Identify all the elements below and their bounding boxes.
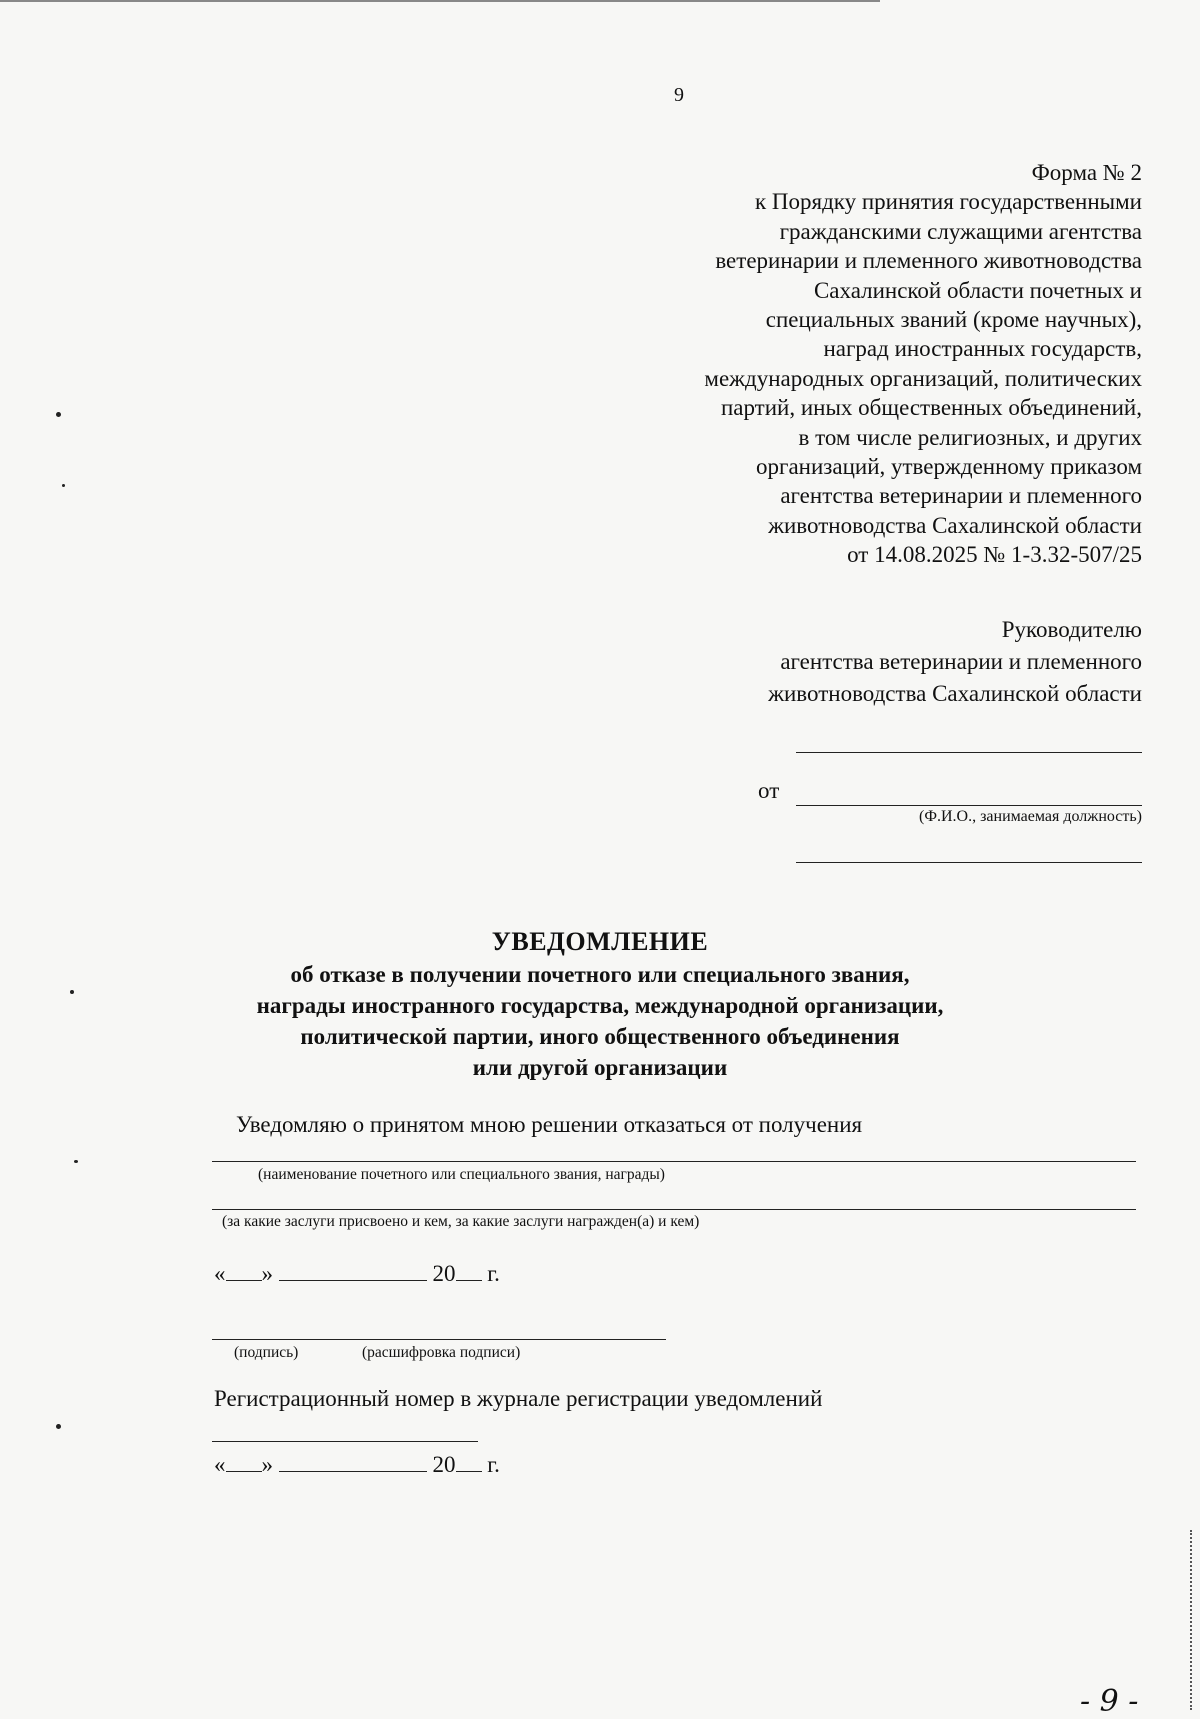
registration-month-field[interactable]	[279, 1449, 427, 1472]
form-header-line: животноводства Сахалинской области	[768, 512, 1142, 538]
award-caption: (наименование почетного или специального звания, награды)	[258, 1166, 665, 1183]
signature-line[interactable]	[212, 1339, 666, 1340]
date-close-quote: »	[261, 1261, 273, 1286]
date-year-suffix: г.	[487, 1261, 500, 1286]
registration-date-row	[214, 1449, 500, 1478]
award-name-line[interactable]	[212, 1161, 1136, 1162]
form-header-line: партий, иных общественных объединений,	[720, 395, 1142, 421]
registration-day-field[interactable]	[226, 1449, 262, 1472]
fio-caption: (Ф.И.О., занимаемая должность)	[919, 808, 1142, 825]
notice-date-row	[214, 1258, 500, 1287]
date-year-prefix: 20	[432, 1452, 456, 1477]
notice-subtitle-line: политической партии, иного общественного объединения	[300, 1024, 900, 1049]
date-open-quote: «	[214, 1452, 226, 1477]
date-year-field[interactable]	[456, 1258, 482, 1281]
form-header-line: специальных званий (кроме научных),	[765, 307, 1142, 333]
scan-speck	[70, 990, 74, 994]
date-year-suffix: г.	[487, 1452, 500, 1477]
notice-title: УВЕДОМЛЕНИЕ	[491, 927, 709, 956]
form-header-line: в том числе религиозных, и других	[798, 424, 1142, 450]
notice-title-block	[200, 926, 1000, 1083]
scan-speck	[56, 412, 61, 417]
addressee-line: Руководителю	[1001, 617, 1142, 642]
addressee-line: животноводства Сахалинской области	[768, 681, 1142, 706]
page-number: 9	[674, 84, 684, 106]
registration-text: Регистрационный номер в журнале регистрации уведомлений	[214, 1386, 823, 1411]
addressee-block	[582, 614, 1142, 710]
scan-edge-dots	[1184, 1530, 1192, 1710]
form-header-line: к Порядку принятия государственными	[754, 189, 1142, 215]
date-month-field[interactable]	[279, 1258, 427, 1281]
signature-decoding-caption: (расшифровка подписи)	[362, 1344, 521, 1361]
date-day-field[interactable]	[226, 1258, 262, 1281]
date-year-prefix: 20	[432, 1261, 456, 1286]
scan-speck	[74, 1160, 78, 1163]
form-header-line: от 14.08.2025 № 1-3.32-507/25	[847, 542, 1142, 568]
scan-speck	[62, 484, 65, 487]
form-header-line: Форма № 2	[1031, 160, 1142, 185]
registration-number-line[interactable]	[212, 1441, 478, 1442]
addressee-line: агентства ветеринарии и племенного	[780, 649, 1142, 674]
form-header-line: агентства ветеринарии и племенного	[780, 483, 1142, 509]
form-header-line: Сахалинской области почетных и	[813, 277, 1142, 303]
position-line[interactable]	[796, 862, 1142, 863]
scan-edge	[0, 0, 880, 2]
form-header-line: гражданскими служащими агентства	[779, 218, 1142, 244]
form-header-line: наград иностранных государств,	[823, 336, 1142, 362]
form-header-line: ветеринарии и племенного животноводства	[715, 248, 1142, 274]
from-fio-line[interactable]	[796, 805, 1142, 806]
form-header-line: международных организаций, политических	[704, 365, 1142, 391]
merits-caption: (за какие заслуги присвоено и кем, за какие заслуги награжден(а) и кем)	[222, 1213, 700, 1230]
notice-body-text: Уведомляю о принятом мною решении отказаться от получения	[236, 1112, 863, 1137]
scan-speck	[56, 1424, 61, 1429]
signature-caption: (подпись)	[234, 1344, 299, 1361]
notice-subtitle-line: или другой организации	[472, 1055, 728, 1080]
date-close-quote: »	[261, 1452, 273, 1477]
notice-subtitle-line: об отказе в получении почетного или специального звания,	[290, 962, 910, 987]
handwritten-page-mark: - 9 -	[1080, 1684, 1139, 1719]
from-label: от	[758, 778, 780, 803]
form-header	[582, 158, 1142, 570]
addressee-name-line[interactable]	[796, 752, 1142, 753]
date-open-quote: «	[214, 1261, 226, 1286]
merits-line[interactable]	[212, 1209, 1136, 1210]
notice-subtitle-line: награды иностранного государства, международной организации,	[256, 993, 944, 1018]
registration-year-field[interactable]	[456, 1449, 482, 1472]
form-header-line: организаций, утвержденному приказом	[756, 454, 1142, 480]
